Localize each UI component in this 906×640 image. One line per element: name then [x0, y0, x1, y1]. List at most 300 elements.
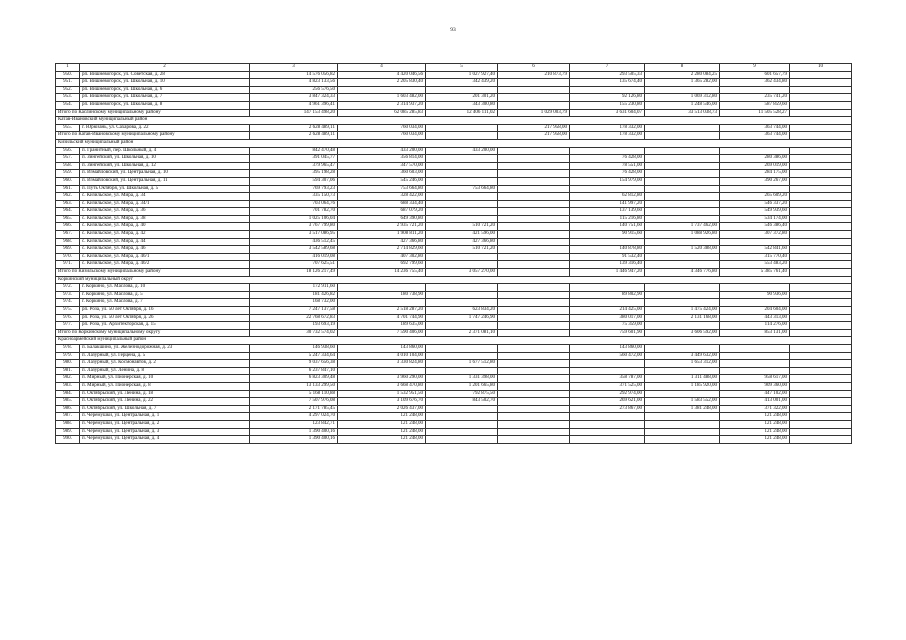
total-row: [56, 132, 852, 140]
table-cell: [570, 86, 645, 94]
table-cell: [338, 284, 426, 292]
table-cell: [426, 124, 498, 132]
table-cell: 18 126 217,49: [250, 269, 338, 277]
table-cell: 601 657,79: [720, 71, 790, 79]
table-cell: [498, 208, 570, 216]
table-cell: [570, 367, 645, 375]
table-cell: [498, 367, 570, 375]
table-cell: [426, 413, 498, 421]
table-cell: 4 297 024,70: [250, 413, 338, 421]
table-cell: 1 027 927,40: [426, 71, 498, 79]
table-cell: 649 390,80: [338, 215, 426, 223]
address-cell: г. Коркино, ул. Маслова, д. 7: [80, 299, 250, 307]
row-number: 983.: [56, 382, 80, 390]
table-cell: [645, 367, 720, 375]
table-cell: [720, 352, 790, 360]
table-cell: 416 019,08: [250, 253, 338, 261]
table-cell: [426, 428, 498, 436]
table-cell: 391 045,77: [250, 155, 338, 163]
table-cell: 1 520 388,00: [645, 246, 720, 254]
table-row: [56, 238, 852, 246]
table-cell: 1 069 312,80: [645, 94, 720, 102]
table-cell: [498, 170, 570, 178]
section-title: Кизильский муниципальный район: [56, 139, 852, 147]
table-cell: [498, 147, 570, 155]
row-number: 984.: [56, 390, 80, 398]
table-cell: [498, 299, 570, 307]
row-number: 982.: [56, 375, 80, 383]
table-cell: 1 677 512,80: [426, 360, 498, 368]
table-cell: [338, 86, 426, 94]
table-cell: 395 198,28: [250, 170, 338, 178]
table-cell: [498, 86, 570, 94]
column-header: 5: [426, 64, 498, 72]
address-cell: г. Юрюзань, ул. Сахарова, д. 22: [80, 124, 250, 132]
table-cell: [570, 238, 645, 246]
table-cell: [790, 246, 852, 254]
row-number: 952.: [56, 86, 80, 94]
table-cell: [645, 208, 720, 216]
table-cell: [426, 162, 498, 170]
section-row: [56, 337, 852, 345]
table-cell: 172 911,60: [250, 284, 338, 292]
table-cell: [498, 375, 570, 383]
table-cell: 139 316,40: [570, 261, 645, 269]
table-cell: [790, 420, 852, 428]
table-cell: 214 425,00: [570, 307, 645, 315]
table-cell: [498, 269, 570, 277]
table-row: [56, 71, 852, 79]
table-cell: 2 171 785,45: [250, 405, 338, 413]
address-cell: п. Лазурный, ул. Ленина, д. 8: [80, 367, 250, 375]
table-cell: [790, 170, 852, 178]
table-cell: [790, 231, 852, 239]
table-cell: [790, 79, 852, 87]
table-cell: [790, 329, 852, 337]
table-cell: 135 674,40: [570, 79, 645, 87]
table-cell: [790, 86, 852, 94]
table-cell: 6 237 847,10: [250, 367, 338, 375]
table-cell: [790, 132, 852, 140]
table-cell: [570, 360, 645, 368]
table-cell: 433 200,00: [426, 147, 498, 155]
section-row: [56, 117, 852, 125]
table-cell: [498, 284, 570, 292]
table-cell: [570, 147, 645, 155]
table-cell: 292 974,00: [570, 390, 645, 398]
table-row: [56, 185, 852, 193]
address-cell: п. Октябрьский, ул. Ленина, д. 22: [80, 398, 250, 406]
table-cell: [790, 177, 852, 185]
table-cell: 1 446 947,20: [570, 269, 645, 277]
table-cell: [498, 253, 570, 261]
table-cell: [498, 223, 570, 231]
table-cell: [498, 382, 570, 390]
table-cell: 342 439,20: [426, 79, 498, 87]
table-cell: [645, 390, 720, 398]
table-cell: 759 601,90: [570, 329, 645, 337]
table-cell: [790, 322, 852, 330]
table-cell: 180 738,90: [338, 291, 426, 299]
row-number: 969.: [56, 246, 80, 254]
table-cell: [790, 261, 852, 269]
table-cell: 137 139,60: [570, 208, 645, 216]
table-cell: 13 133 299,50: [250, 382, 338, 390]
table-cell: 2 935 721,20: [338, 223, 426, 231]
table-cell: [498, 291, 570, 299]
table-row: [56, 246, 852, 254]
address-cell: рп. Вишневогорск, ул. Советская, д. 28: [80, 71, 250, 79]
table-cell: 3 542 589,68: [250, 246, 338, 254]
table-cell: [790, 398, 852, 406]
address-cell: п. Мирный, ул. Пионерская, д. 8: [80, 382, 250, 390]
row-number: 962.: [56, 193, 80, 201]
table-cell: [790, 109, 852, 117]
address-cell: п. Балакшино, ул. Железнодорожная, д. 23: [80, 344, 250, 352]
table-cell: 3 057 270,00: [426, 269, 498, 277]
table-cell: 201 301,20: [426, 94, 498, 102]
table-cell: 3 606 592,00: [645, 329, 720, 337]
table-row: [56, 413, 852, 421]
row-number: 979.: [56, 352, 80, 360]
table-row: [56, 405, 852, 413]
table-row: [56, 162, 852, 170]
table-cell: 427 366,80: [338, 238, 426, 246]
table-cell: [790, 382, 852, 390]
table-cell: 1 025 106,04: [250, 215, 338, 223]
table-cell: 3 668 470,80: [338, 382, 426, 390]
table-cell: [498, 177, 570, 185]
table-cell: 1 248 546,00: [645, 101, 720, 109]
column-header: 3: [250, 64, 338, 72]
table-row: [56, 215, 852, 223]
table-cell: 121 248,00: [720, 428, 790, 436]
table-cell: 92 126,80: [570, 94, 645, 102]
table-cell: [790, 94, 852, 102]
table-row: [56, 382, 852, 390]
table-cell: [645, 124, 720, 132]
address-cell: п. Мирный, ул. Пионерская, д. 10: [80, 375, 250, 383]
table-row: [56, 428, 852, 436]
table-cell: [645, 86, 720, 94]
table-cell: 958 617,00: [720, 375, 790, 383]
table-cell: [426, 405, 498, 413]
address-cell: рп. Роза, ул. Архитекторская, д. 15: [80, 322, 250, 330]
table-cell: [645, 162, 720, 170]
table-cell: [498, 79, 570, 87]
table-cell: [498, 155, 570, 163]
address-cell: п. Черемушки, ул. Центральная, д. 1: [80, 413, 250, 421]
table-cell: 146 938,60: [250, 344, 338, 352]
table-cell: 140 751,60: [570, 223, 645, 231]
table-cell: 121 248,00: [338, 413, 426, 421]
table-cell: 121 248,00: [338, 420, 426, 428]
row-number: 988.: [56, 420, 80, 428]
table-cell: [498, 101, 570, 109]
table-cell: 4 701 744,90: [338, 314, 426, 322]
row-number: 971.: [56, 261, 80, 269]
table-cell: [790, 344, 852, 352]
table-cell: [498, 344, 570, 352]
table-cell: 30 732 574,02: [250, 329, 338, 337]
table-cell: [645, 291, 720, 299]
address-cell: с. Кизильское, ул. Мира, д. 46: [80, 246, 250, 254]
total-row: [56, 109, 852, 117]
table-cell: [645, 322, 720, 330]
table-cell: [645, 284, 720, 292]
table-cell: [790, 101, 852, 109]
column-header: 2: [80, 64, 250, 72]
table-cell: 760 034,00: [338, 132, 426, 140]
table-cell: [790, 155, 852, 163]
address-cell: п. Октябрьский, ул. Ленина, д. 18: [80, 390, 250, 398]
table-cell: [498, 329, 570, 337]
table-cell: [790, 428, 852, 436]
table-cell: 193 693,19: [250, 322, 338, 330]
table-cell: 760 034,00: [338, 124, 426, 132]
table-cell: 2 280 084,25: [645, 71, 720, 79]
row-number: 968.: [56, 238, 80, 246]
address-cell: рп. Вишневогорск, ул. Школьная, д. 8: [80, 101, 250, 109]
table-cell: 433 200,00: [338, 147, 426, 155]
table-cell: [645, 155, 720, 163]
row-number: 959.: [56, 170, 80, 178]
table-row: [56, 398, 852, 406]
table-cell: 90 936,00: [720, 291, 790, 299]
table-cell: 181 426,82: [250, 291, 338, 299]
address-cell: с. Кизильское, ул. Мира, д. 46/2: [80, 261, 250, 269]
table-row: [56, 322, 852, 330]
table-cell: 2 314 937,20: [338, 101, 426, 109]
table-cell: 379 965,47: [250, 162, 338, 170]
table-cell: [498, 261, 570, 269]
table-cell: [498, 322, 570, 330]
row-number: 954.: [56, 101, 80, 109]
table-cell: 4 823 133,56: [250, 79, 338, 87]
table-cell: 141 997,20: [570, 200, 645, 208]
table-cell: [570, 299, 645, 307]
table-cell: 553 483,20: [720, 261, 790, 269]
table-cell: [645, 170, 720, 178]
address-cell: с. Кизильское, ул. Мира, д. 42: [80, 231, 250, 239]
table-cell: [570, 428, 645, 436]
table-row: [56, 360, 852, 368]
table-cell: [720, 185, 790, 193]
address-cell: рп. Роза, ул. 50 лет Октября, д. 26: [80, 314, 250, 322]
table-cell: 204 604,00: [720, 307, 790, 315]
table-cell: 284 175,00: [720, 170, 790, 178]
table-cell: 853 131,00: [720, 329, 790, 337]
table-cell: [790, 269, 852, 277]
page-number: 93: [450, 27, 456, 33]
table-cell: [790, 238, 852, 246]
table-cell: 1 390 400,16: [250, 428, 338, 436]
table-cell: [426, 284, 498, 292]
table-cell: 293 505,33: [570, 71, 645, 79]
section-title: Красноармейский муниципальный район: [56, 337, 852, 345]
table-cell: 210 873,79: [498, 71, 570, 79]
table-cell: 2 714 829,60: [338, 246, 426, 254]
table-cell: [426, 420, 498, 428]
table-cell: 4 010 104,00: [338, 352, 426, 360]
row-number: 966.: [56, 223, 80, 231]
table-cell: 692 799,60: [338, 261, 426, 269]
row-number: 974.: [56, 299, 80, 307]
table-cell: 7 590 406,00: [338, 329, 426, 337]
table-cell: 1 603 482,00: [338, 94, 426, 102]
table-cell: 447 102,00: [720, 390, 790, 398]
table-row: [56, 147, 852, 155]
table-cell: 147 153 498,20: [250, 109, 338, 117]
table-cell: 335 150,73: [250, 193, 338, 201]
table-cell: 843 502,70: [426, 398, 498, 406]
table-cell: [426, 155, 498, 163]
table-cell: 3 109 676,70: [338, 398, 426, 406]
table-row: [56, 261, 852, 269]
table-row: [56, 155, 852, 163]
table-cell: 115 216,80: [570, 215, 645, 223]
table-cell: 5 247 334,64: [250, 352, 338, 360]
table-row: [56, 223, 852, 231]
table-cell: 347 570,00: [338, 162, 426, 170]
row-number: 961.: [56, 185, 80, 193]
table-cell: 62 085 285,83: [338, 109, 426, 117]
address-cell: п. Октябрьский, ул. Школьная, д. 7: [80, 405, 250, 413]
table-cell: [645, 147, 720, 155]
table-cell: 33 513 038,73: [645, 109, 720, 117]
row-number: 957.: [56, 155, 80, 163]
table-cell: 707 625,51: [250, 261, 338, 269]
table-cell: [426, 86, 498, 94]
address-cell: п. Измайловский, ул. Центральная, д. 10: [80, 170, 250, 178]
table-cell: 1 381 248,00: [645, 405, 720, 413]
row-number: 986.: [56, 405, 80, 413]
table-cell: 358 787,00: [570, 375, 645, 383]
table-row: [56, 307, 852, 315]
table-cell: 909 360,00: [720, 382, 790, 390]
table-cell: [498, 390, 570, 398]
address-cell: п. Черемушки, ул. Центральная, д. 2: [80, 420, 250, 428]
column-header: 6: [498, 64, 570, 72]
table-cell: [426, 261, 498, 269]
row-number: 970.: [56, 253, 80, 261]
table-cell: 189 635,00: [338, 322, 426, 330]
row-number: 978.: [56, 344, 80, 352]
table-cell: 76 428,00: [570, 170, 645, 178]
table-row: [56, 436, 852, 444]
table-cell: 256 576,50: [250, 86, 338, 94]
table-cell: [570, 413, 645, 421]
table-cell: [338, 299, 426, 307]
table-cell: [498, 360, 570, 368]
table-cell: [720, 367, 790, 375]
address-cell: п. Гранитный, пер. Школьный, д. 4: [80, 147, 250, 155]
table-cell: [426, 299, 498, 307]
row-number: 955.: [56, 124, 80, 132]
table-row: [56, 390, 852, 398]
table-cell: 3 631 604,07: [570, 109, 645, 117]
table-cell: 510 721,20: [426, 246, 498, 254]
section-title: Коркинский муниципальный округ: [56, 276, 852, 284]
table-cell: [720, 86, 790, 94]
table-cell: 701 782,70: [250, 208, 338, 216]
address-cell: п. Черемушки, ул. Центральная, д. 4: [80, 436, 250, 444]
table-cell: [790, 284, 852, 292]
table-cell: [645, 193, 720, 201]
table-cell: [426, 322, 498, 330]
row-number: 980.: [56, 360, 80, 368]
table-cell: 14 576 056,82: [250, 71, 338, 79]
table-cell: 769 793,23: [250, 185, 338, 193]
table-row: [56, 79, 852, 87]
table-cell: 78 551,00: [570, 162, 645, 170]
row-number: 964.: [56, 208, 80, 216]
table-row: [56, 170, 852, 178]
section-row: [56, 276, 852, 284]
table-cell: 5 168 110,88: [250, 390, 338, 398]
address-cell: рп. Роза, ул. 50 лет Октября, д. 16: [80, 307, 250, 315]
row-number: 950.: [56, 71, 80, 79]
row-number: 990.: [56, 436, 80, 444]
table-cell: 9 037 656,38: [250, 360, 338, 368]
table-cell: [498, 398, 570, 406]
table-cell: [426, 253, 498, 261]
table-cell: 3 847 324,33: [250, 94, 338, 102]
table-cell: 217 958,00: [498, 124, 570, 132]
table-cell: [790, 223, 852, 231]
table-row: [56, 177, 852, 185]
table-header-row: [56, 64, 852, 72]
table-row: [56, 299, 852, 307]
row-number: 976.: [56, 314, 80, 322]
table-cell: [720, 147, 790, 155]
table-cell: 545 246,00: [338, 177, 426, 185]
table-cell: [426, 436, 498, 444]
data-table: [55, 63, 852, 444]
table-cell: 1 475 424,00: [645, 307, 720, 315]
table-cell: [645, 261, 720, 269]
table-cell: [498, 200, 570, 208]
table-cell: 3 449 632,00: [645, 352, 720, 360]
table-cell: [790, 299, 852, 307]
table-cell: 703 064,76: [250, 200, 338, 208]
table-cell: 62 812,80: [570, 193, 645, 201]
table-cell: [498, 352, 570, 360]
table-cell: 121 248,00: [720, 413, 790, 421]
table-cell: [720, 360, 790, 368]
table-cell: 842 470,48: [250, 147, 338, 155]
table-cell: [645, 299, 720, 307]
table-cell: 178 332,00: [570, 124, 645, 132]
table-cell: [790, 193, 852, 201]
address-cell: рп. Вишневогорск, ул. Школьная, д. 6: [80, 86, 250, 94]
table-cell: 510 721,20: [426, 223, 498, 231]
address-cell: п. Лазурный, ул. Космонавтов, д. 2: [80, 360, 250, 368]
table-cell: 1 737 462,00: [645, 223, 720, 231]
table-cell: 76 428,00: [570, 155, 645, 163]
address-cell: с. Кизильское, ул. Мира, д. 38: [80, 215, 250, 223]
table-cell: [498, 185, 570, 193]
address-cell: с. Кизильское, ул. Мира, д. 44: [80, 238, 250, 246]
table-cell: 413 001,00: [720, 398, 790, 406]
table-cell: 90 915,60: [570, 231, 645, 239]
table-cell: 4 961 396,41: [250, 101, 338, 109]
table-cell: [790, 124, 852, 132]
table-cell: [426, 170, 498, 178]
column-header: 7: [570, 64, 645, 72]
address-cell: п. Черемушки, ул. Центральная, д. 3: [80, 428, 250, 436]
row-number: 987.: [56, 413, 80, 421]
